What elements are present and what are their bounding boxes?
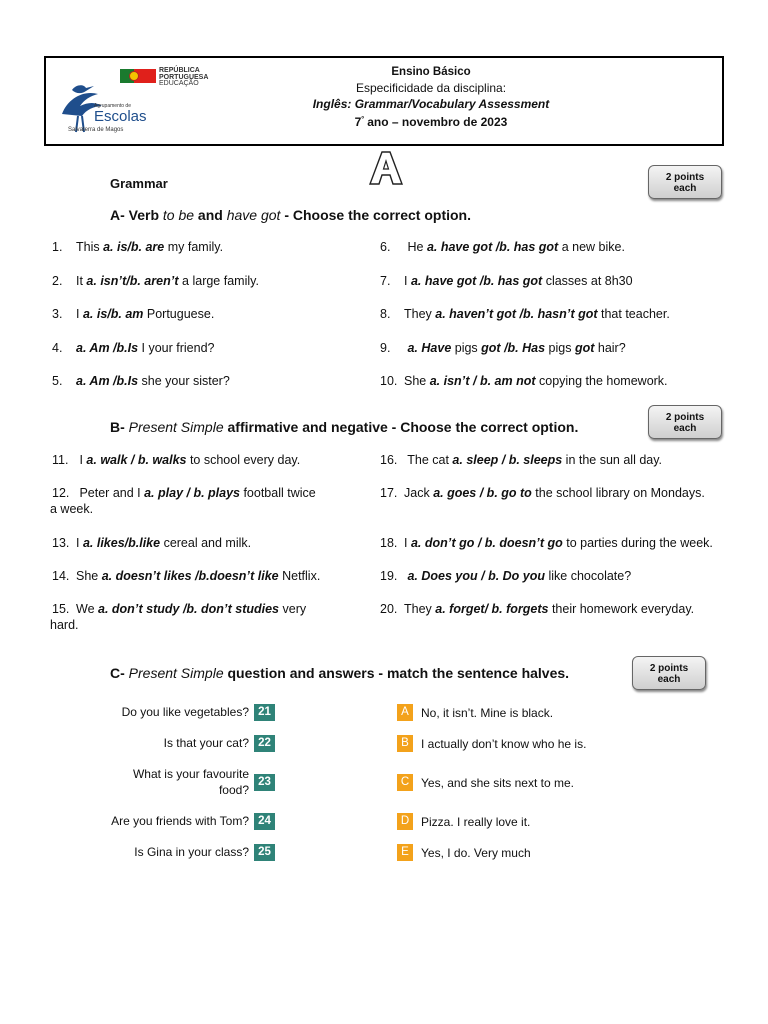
question-pre: We [76,602,98,616]
answer-options: got [574,341,595,355]
answer-options: a. Am /b.Is [76,374,139,388]
match-question: Is Gina in your class? [134,845,249,859]
answer-options: a. don’t go / b. doesn’t go [410,536,563,550]
header-line1: Ensino Básico [391,66,471,78]
match-letter-badge: A [397,704,413,721]
question-item [52,239,352,255]
answer-options: a. goes / b. go to [433,486,532,500]
match-letter-badge: D [397,813,413,830]
question-post: Portuguese. [143,307,215,321]
question-post: I your friend? [138,341,215,355]
match-number-badge: 24 [254,813,275,830]
question-post: like chocolate? [545,569,632,583]
question-post: to parties during the week. [562,536,713,550]
question-item [380,568,735,584]
question-item [380,485,735,501]
question-number: 1. [52,240,63,254]
question-pre: Peter and I [76,486,145,500]
grammar-heading: Grammar [110,176,168,191]
question-item [380,452,735,468]
question-item [52,340,352,356]
question-number: 2. [52,274,63,288]
question-item [380,340,720,356]
answer-options: a. Am /b.Is [76,341,139,355]
question-post: classes at 8h30 [542,274,633,288]
portugal-flag-icon [120,69,156,83]
question-item [380,601,735,617]
question-post: to school every day. [186,453,301,467]
header-line4: $7^º$ ano – novembro de 2023 [354,115,508,129]
section-a-heading: A- Verb to be and have got - Choose the correct option. [110,207,472,223]
question-pre: I [404,536,411,550]
question-pre: They [404,307,436,321]
question-number: 8. [380,307,391,321]
salvaterra-label: Salvaterra de Magos [68,127,124,133]
question-post: pigs [545,341,575,355]
answer-options: a. isn’t/b. aren’t [86,274,179,288]
match-answer: No, it isn’t. Mine is black. [421,706,554,720]
points-badge-b: 2 points each [648,405,722,439]
header-box [44,56,724,146]
question-item [380,535,735,551]
question-post: in the sun all day. [562,453,663,467]
question-post: a large family. [178,274,259,288]
question-pre: I [76,453,87,467]
answer-options: a. walk / b. walks [86,453,187,467]
match-answer: Pizza. I really love it. [421,815,531,829]
question-number: 13. [52,536,70,550]
question-post: pigs [451,341,482,355]
match-question: Is that your cat? [163,736,249,750]
answer-options: a. Does you / b. Do you [407,569,546,583]
question-number: 16. [380,453,398,467]
question-post: that teacher. [597,307,670,321]
match-number-badge: 22 [254,735,275,752]
question-number: 12. [52,486,70,500]
question-post: my family. [164,240,224,254]
question-item [52,306,352,322]
header-line3: Inglês: Grammar/Vocabulary Assessment [312,97,550,111]
question-post: hair? [594,341,626,355]
question-pre: It [76,274,87,288]
question-item [380,373,720,389]
question-post: copying the homework. [535,374,668,388]
points-badge-a: 2 points each [648,165,722,199]
school-logo [54,66,209,136]
escolas-label: Escolas [94,108,147,125]
question-number: 3. [52,307,63,321]
question-continuation: hard. [50,618,79,632]
question-number: 10. [380,374,398,388]
question-number: 9. [380,341,391,355]
question-post: football twice [239,486,316,500]
question-item [380,306,720,322]
question-number: 17. [380,486,398,500]
question-item [52,273,352,289]
question-number: 5. [52,374,63,388]
question-number: 20. [380,602,398,616]
question-pre: She [404,374,430,388]
answer-options: a. have got /b. has got [426,240,559,254]
match-number-badge: 25 [254,844,275,861]
question-item [52,568,342,584]
question-post: the school library on Mondays. [531,486,705,500]
question-pre: I [76,536,83,550]
question-number: 18. [380,536,398,550]
match-answer: Yes, and she sits next to me. [421,776,574,790]
match-question: Are you friends with Tom? [111,814,249,828]
question-item [52,535,342,551]
answer-options: a. forget/ b. forgets [435,602,549,616]
answer-options: a. haven’t got /b. hasn’t got [435,307,598,321]
header-title [246,64,616,130]
question-number: 4. [52,341,63,355]
section-c-heading: C- Present Simple question and answers - match the sentence halves. [110,665,570,681]
section-b-heading: B- Present Simple affirmative and negative - Choose the correct option. [110,419,579,435]
question-item [52,373,352,389]
answer-options: a. have got /b. has got [410,274,543,288]
question-post: cereal and milk. [160,536,252,550]
answer-options: a. Have [407,341,452,355]
agrupamento-label: Agrupamento de [94,103,131,109]
answer-options: a. sleep / b. sleeps [452,453,563,467]
match-letter-badge: B [397,735,413,752]
answer-options: a. play / b. plays [144,486,240,500]
question-number: 11. [52,453,69,467]
answer-options: a. is/b. am [82,307,144,321]
answer-options: a. likes/b.like [82,536,161,550]
question-pre: They [404,602,436,616]
question-number: 15. [52,602,70,616]
question-pre: I [76,307,83,321]
question-number: 19. [380,569,398,583]
answer-options: got /b. Has [481,341,546,355]
question-post: very [279,602,307,616]
answer-options: a. isn’t / b. am not [429,374,536,388]
question-number: 7. [380,274,391,288]
question-post: their homework everyday. [548,602,695,616]
match-answer: Yes, I do. Very much [421,846,531,860]
answer-options: a. doesn’t likes /b.doesn’t like [101,569,279,583]
match-answer: I actually don’t know who he is. [421,737,587,751]
question-pre: He [404,240,427,254]
version-letter-icon [368,150,404,186]
match-question: What is your favourite food? [132,767,249,797]
question-number: 14. [52,569,70,583]
question-number: 6. [380,240,391,254]
question-pre: This [76,240,104,254]
question-item [52,601,342,633]
question-item [52,485,342,517]
question-post: a new bike. [558,240,625,254]
match-letter-badge: E [397,844,413,861]
points-badge-c: 2 points each [632,656,706,690]
question-item [52,452,342,468]
match-question: Do you like vegetables? [121,705,249,719]
answer-options: a. don’t study /b. don’t studies [98,602,280,616]
question-pre: She [76,569,102,583]
match-number-badge: 23 [254,774,275,791]
question-pre: The cat [404,453,453,467]
match-letter-badge: C [397,774,413,791]
question-pre: Jack [404,486,434,500]
question-post: she your sister? [138,374,230,388]
republica-label: REPÚBLICA PORTUGUESA EDUCAÇÃO [159,67,209,87]
question-item [380,273,720,289]
header-line2: Especificidade da disciplina: [355,81,507,95]
question-continuation: a week. [50,502,94,516]
question-post: Netflix. [278,569,321,583]
match-number-badge: 21 [254,704,275,721]
answer-options: a. is/b. are [103,240,165,254]
question-item [380,239,720,255]
question-pre: I [404,274,411,288]
